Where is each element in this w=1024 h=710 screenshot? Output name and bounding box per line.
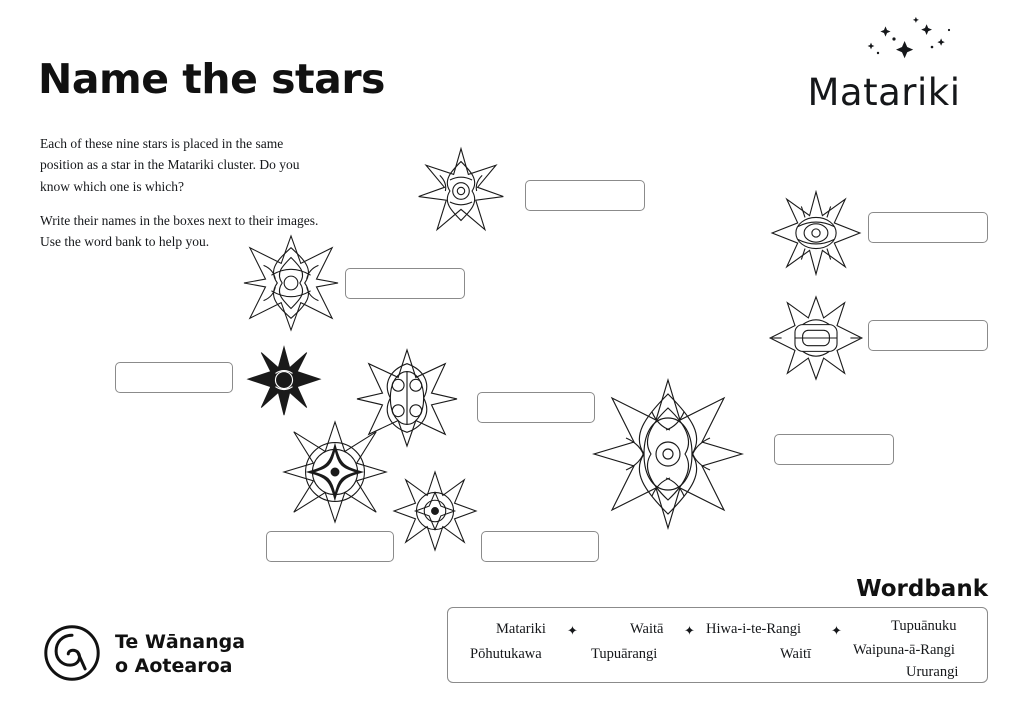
answer-box-5[interactable] <box>115 362 233 393</box>
te-wananga-o-aotearoa-wordmark <box>115 630 245 679</box>
star-illustration-3 <box>242 234 340 332</box>
answer-box-4[interactable] <box>868 320 988 351</box>
star-illustration-4 <box>768 295 864 381</box>
star-illustration-8 <box>282 420 388 524</box>
matariki-wordmark: Matariki <box>807 71 961 114</box>
page-title: Name the stars <box>38 55 385 103</box>
answer-box-1[interactable] <box>525 180 645 211</box>
wordbank-word-hiwa-i-te-rangi: Hiwa-i-te-Rangi <box>706 621 802 637</box>
instruction-paragraph-2: Write their names in the boxes next to their images. Use the word bank to help you. <box>40 212 319 250</box>
answer-box-3[interactable] <box>345 268 465 299</box>
koru-circle-icon <box>43 624 101 682</box>
wordbank-diamond-icon-2: ✦ <box>684 623 695 638</box>
answer-box-2[interactable] <box>868 212 988 243</box>
wordbank-panel <box>447 607 988 683</box>
matariki-logo <box>774 14 994 114</box>
wordbank-word-waipuna-a-rangi: Waipuna-ā-Rangi <box>853 642 955 658</box>
wordbank-diamond-icon-1: ✦ <box>567 623 578 638</box>
wordbank-word-tupuarangi: Tupuārangi <box>591 646 658 662</box>
wordbank-word-matariki: Matariki <box>496 621 546 637</box>
star-illustration-7 <box>592 378 744 530</box>
wordbank-word-tupuanuku: Tupuānuku <box>891 618 957 634</box>
answer-box-8[interactable] <box>266 531 394 562</box>
te-wananga-o-aotearoa-logo <box>43 622 293 684</box>
matariki-logo-stars-icon <box>774 14 994 66</box>
twoa-line-1: Te Wānanga <box>115 631 246 653</box>
wordbank-heading: Wordbank <box>856 576 988 602</box>
instruction-paragraph-1: Each of these nine stars is placed in the same position as a star in the Matariki cluster. Do you know which one is which? <box>40 136 300 194</box>
star-illustration-9 <box>392 470 478 552</box>
answer-box-6[interactable] <box>477 392 595 423</box>
wordbank-word-ururangi: Ururangi <box>906 664 959 680</box>
wordbank-word-pohutukawa: Pōhutukawa <box>470 646 542 662</box>
answer-box-7[interactable] <box>774 434 894 465</box>
star-illustration-2 <box>770 190 862 276</box>
twoa-line-2: o Aotearoa <box>115 655 233 678</box>
star-illustration-1 <box>415 145 507 237</box>
wordbank-diamond-icon-3: ✦ <box>831 623 842 638</box>
answer-box-9[interactable] <box>481 531 599 562</box>
wordbank-word-waiti: Waitī <box>780 646 812 662</box>
star-illustration-5 <box>246 345 322 417</box>
wordbank-word-waita: Waitā <box>630 621 664 637</box>
